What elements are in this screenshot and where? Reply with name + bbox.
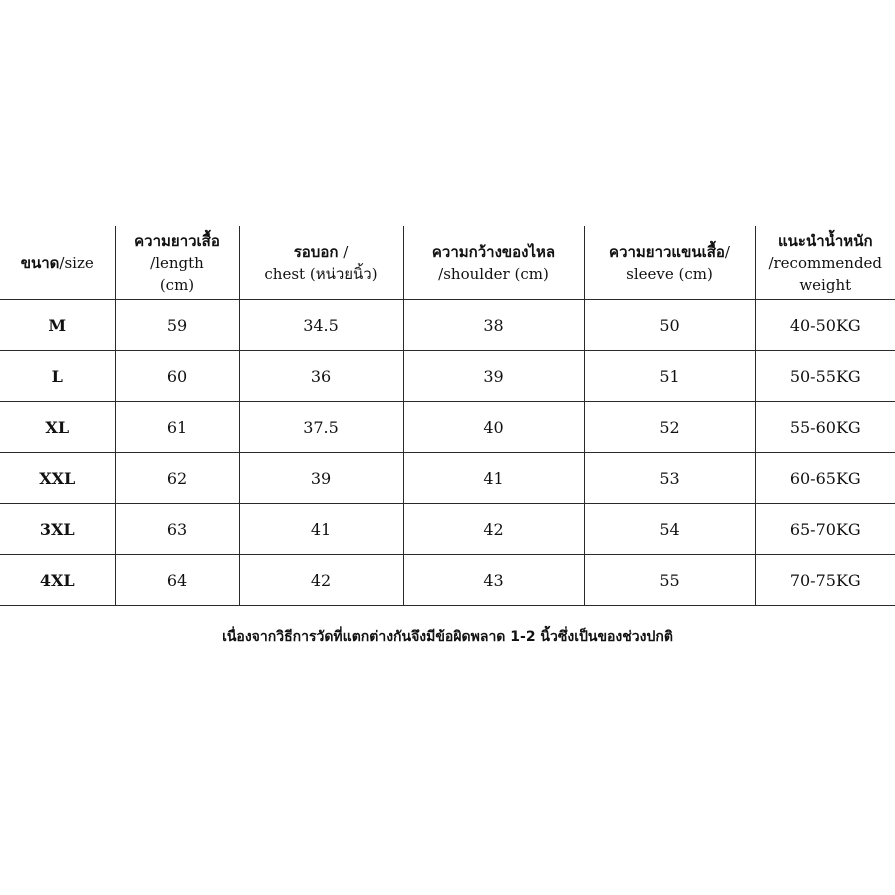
cell-chest: 41	[239, 504, 403, 555]
cell-length: 64	[115, 555, 239, 606]
cell-shoulder: 39	[403, 351, 584, 402]
measurement-footnote: เนื่องจากวิธีการวัดที่แตกต่างกันจึงมีข้อผิดพลาด 1-2 นิ้วซึ่งเป็นของช่วงปกติ	[222, 629, 673, 645]
header-shoulder	[403, 226, 584, 300]
cell-length: 60	[115, 351, 239, 402]
header-size-thai: ขนาด	[20, 253, 60, 272]
table-row	[0, 351, 895, 402]
header-chest-en: chest (หน่วยนิ้ว)	[264, 264, 378, 283]
header-chest-slash: /	[338, 242, 349, 261]
header-weight	[755, 226, 895, 300]
cell-shoulder: 40	[403, 402, 584, 453]
cell-sleeve: 55	[584, 555, 755, 606]
header-length-thai: ความยาวเสื้อ	[134, 231, 220, 250]
cell-sleeve: 53	[584, 453, 755, 504]
cell-chest: 42	[239, 555, 403, 606]
cell-shoulder: 38	[403, 300, 584, 351]
cell-sleeve: 50	[584, 300, 755, 351]
cell-size: M	[0, 300, 115, 351]
cell-shoulder: 43	[403, 555, 584, 606]
cell-shoulder: 42	[403, 504, 584, 555]
cell-sleeve: 51	[584, 351, 755, 402]
table-row	[0, 504, 895, 555]
cell-chest: 39	[239, 453, 403, 504]
cell-weight: 60-65KG	[755, 453, 895, 504]
cell-length: 61	[115, 402, 239, 453]
cell-weight: 55-60KG	[755, 402, 895, 453]
cell-chest: 34.5	[239, 300, 403, 351]
cell-length: 63	[115, 504, 239, 555]
header-sleeve-thai: ความยาวแขนเสื้อ	[609, 242, 725, 261]
cell-sleeve: 52	[584, 402, 755, 453]
cell-size: XXL	[0, 453, 115, 504]
cell-size: XL	[0, 402, 115, 453]
cell-length: 62	[115, 453, 239, 504]
header-length-unit: (cm)	[159, 275, 195, 294]
header-sleeve	[584, 226, 755, 300]
header-row	[0, 226, 895, 300]
table-row	[0, 300, 895, 351]
header-sleeve-en: sleeve (cm)	[626, 264, 713, 283]
size-chart-table	[0, 226, 895, 606]
header-length-en: /length	[150, 253, 204, 272]
cell-size: L	[0, 351, 115, 402]
header-weight-en-2: weight	[799, 275, 852, 294]
cell-weight: 40-50KG	[755, 300, 895, 351]
cell-weight: 50-55KG	[755, 351, 895, 402]
cell-shoulder: 41	[403, 453, 584, 504]
header-chest-thai: รอบอก	[293, 242, 339, 261]
cell-weight: 65-70KG	[755, 504, 895, 555]
table-row	[0, 402, 895, 453]
header-weight-en: /recommended	[768, 253, 883, 272]
cell-chest: 36	[239, 351, 403, 402]
cell-length: 59	[115, 300, 239, 351]
header-size-en: /size	[59, 253, 94, 272]
cell-size: 3XL	[0, 504, 115, 555]
header-weight-thai: แนะนำน้ำหนัก	[777, 231, 873, 250]
cell-size: 4XL	[0, 555, 115, 606]
header-shoulder-thai: ความกว้างของไหล	[431, 242, 556, 261]
cell-sleeve: 54	[584, 504, 755, 555]
header-size	[0, 226, 115, 300]
cell-weight: 70-75KG	[755, 555, 895, 606]
header-sleeve-slash: /	[724, 242, 730, 261]
cell-chest: 37.5	[239, 402, 403, 453]
table-row	[0, 555, 895, 606]
header-chest	[239, 226, 403, 300]
header-shoulder-en: /shoulder (cm)	[438, 264, 549, 283]
header-length	[115, 226, 239, 300]
table-row	[0, 453, 895, 504]
